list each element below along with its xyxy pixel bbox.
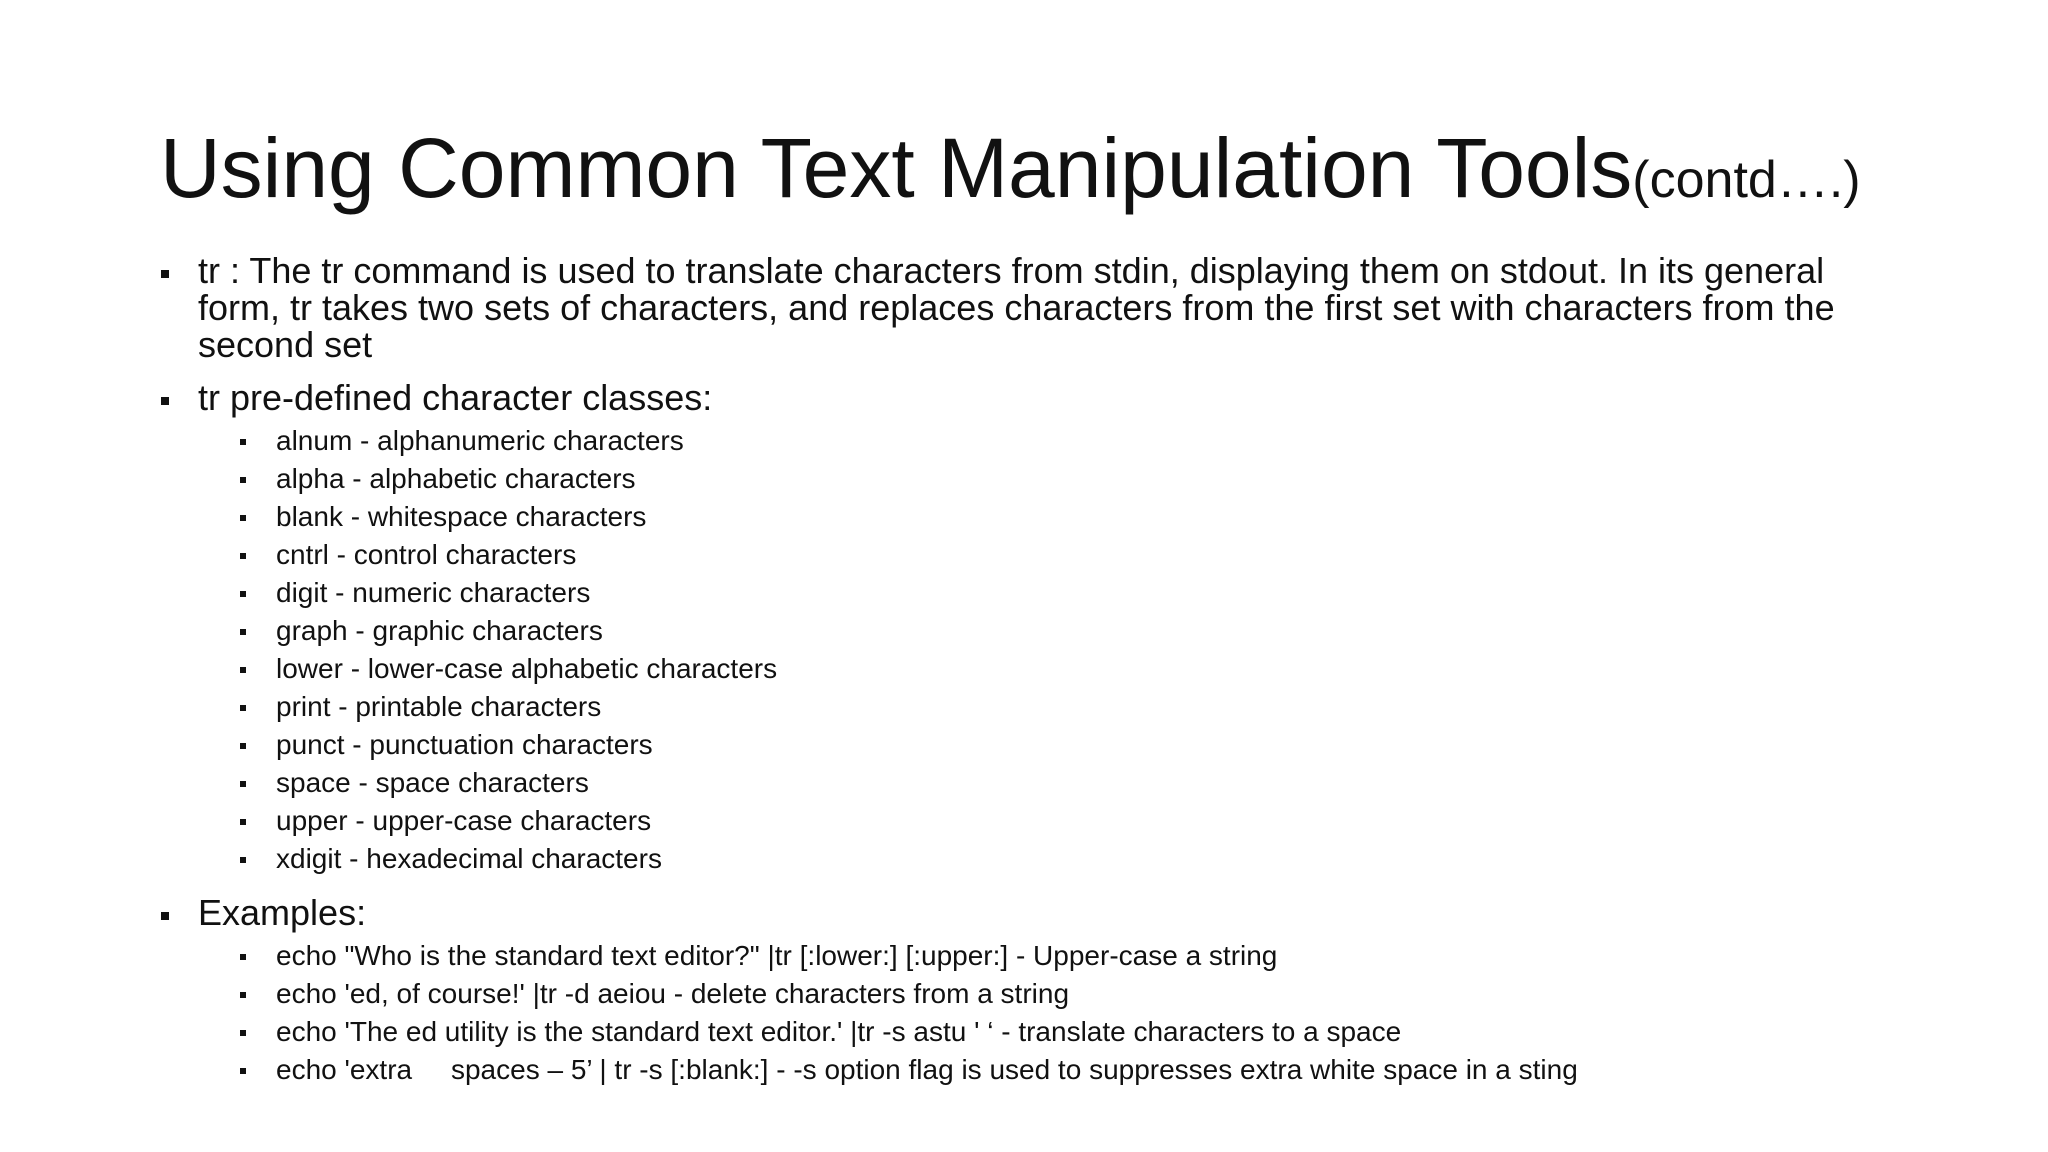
bullet-text: Examples: [198,892,367,933]
square-bullet-icon [240,781,246,787]
list-item [198,1013,1900,1051]
square-bullet-icon [240,857,246,863]
square-bullet-icon [240,591,246,597]
list-item [198,650,1900,688]
list-item [198,460,1900,498]
list-item [198,802,1900,840]
bullet-examples [160,894,1900,1089]
square-bullet-icon [240,705,246,711]
square-bullet-icon [240,819,246,825]
square-bullet-icon [240,515,246,521]
examples-list [198,937,1900,1089]
slide-title [160,118,1861,230]
list-item-text: blank - whitespace characters [276,501,647,532]
list-item-text: digit - numeric characters [276,577,591,608]
bullet-text: tr : The tr command is used to translate characters from stdin, displaying them on stdout. In its general form, tr takes two sets of characters, and replaces characters from the first set with characters from the second set [198,250,1845,365]
square-bullet-icon [240,667,246,673]
square-bullet-icon [240,1030,246,1036]
list-item-text: upper - upper-case characters [276,805,652,836]
bullet-tr-description [160,252,1900,363]
list-item [198,937,1900,975]
list-item-text: echo 'ed, of course!' |tr -d aeiou - delete characters from a string [276,978,1070,1009]
square-bullet-icon [240,743,246,749]
list-item [198,536,1900,574]
slide-body [160,252,1900,1105]
list-item-text: graph - graphic characters [276,615,603,646]
slide-title-main: Using Common Text Manipulation Tools [160,121,1633,215]
list-item-text: alpha - alphabetic characters [276,463,636,494]
list-item-text: echo 'extra spaces – 5’ | tr -s [:blank:] - -s option flag is used to suppresses extra white space in a sting [276,1054,1578,1085]
list-item [198,975,1900,1013]
list-item-text: print - printable characters [276,691,602,722]
square-bullet-icon [240,439,246,445]
bullet-character-classes [160,379,1900,878]
list-item [198,612,1900,650]
list-item [198,422,1900,460]
square-bullet-icon [240,477,246,483]
list-item-text: punct - punctuation characters [276,729,653,760]
slide-title-suffix: (contd….) [1632,151,1861,209]
list-item [198,764,1900,802]
list-item [198,574,1900,612]
square-bullet-icon [161,397,169,405]
square-bullet-icon [240,553,246,559]
bullet-text: tr pre-defined character classes: [198,377,713,418]
square-bullet-icon [240,992,246,998]
square-bullet-icon [240,1068,246,1074]
list-item-text: xdigit - hexadecimal characters [276,843,662,874]
list-item [198,688,1900,726]
list-item-text: alnum - alphanumeric characters [276,425,684,456]
list-item-text: lower - lower-case alphabetic characters [276,653,778,684]
square-bullet-icon [240,954,246,960]
square-bullet-icon [161,270,169,278]
list-item-text: space - space characters [276,767,589,798]
list-item-text: cntrl - control characters [276,539,577,570]
list-item [198,498,1900,536]
character-class-list [198,422,1900,878]
square-bullet-icon [161,912,169,920]
square-bullet-icon [240,629,246,635]
bullet-list [160,252,1900,1089]
list-item-text: echo "Who is the standard text editor?" |tr [:lower:] [:upper:] - Upper-case a string [276,940,1278,971]
list-item [198,726,1900,764]
list-item [198,840,1900,878]
list-item [198,1051,1900,1089]
list-item-text: echo 'The ed utility is the standard text editor.' |tr -s astu ' ‘ - translate characters to a space [276,1016,1402,1047]
